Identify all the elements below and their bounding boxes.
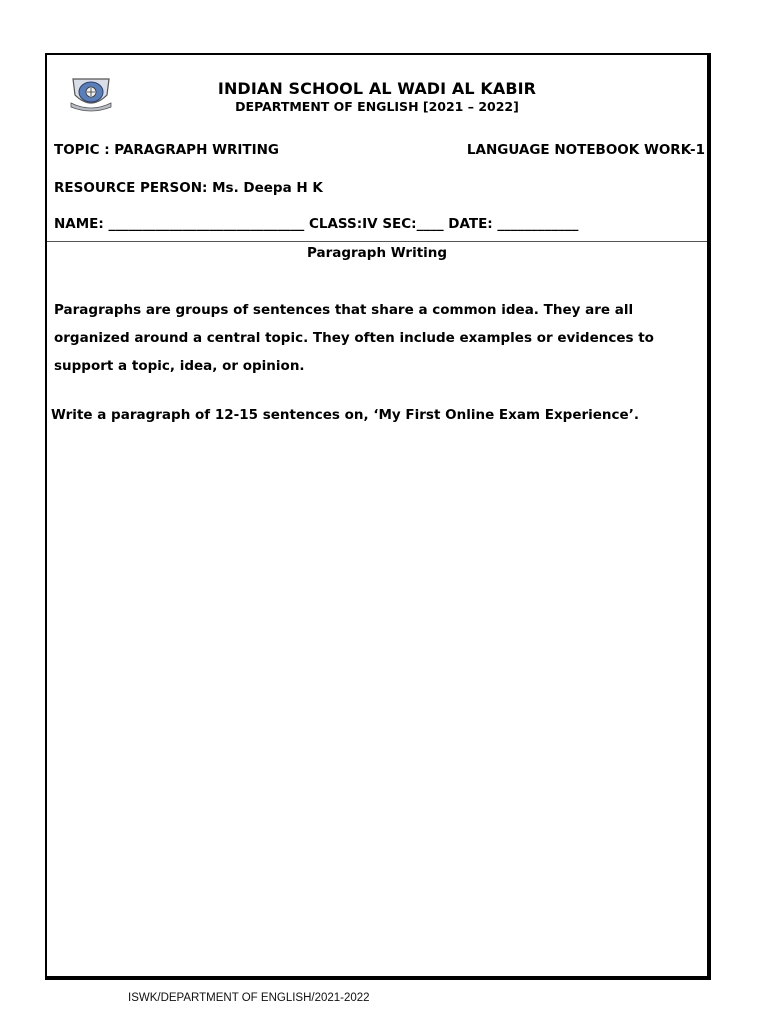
worksheet-frame	[45, 53, 711, 980]
task-instruction: Write a paragraph of 12-15 sentences on, ‘My First Online Exam Experience’.	[51, 407, 639, 423]
notebook-label: LANGUAGE NOTEBOOK WORK-1	[466, 142, 705, 158]
student-details-line: NAME: _____________________________ CLASS:IV SEC:____ DATE: ____________	[54, 216, 579, 232]
section-title: Paragraph Writing	[306, 245, 448, 261]
topic-label: TOPIC : PARAGRAPH WRITING	[54, 142, 279, 158]
resource-person-label: RESOURCE PERSON: Ms. Deepa H K	[54, 180, 323, 196]
school-name: INDIAN SCHOOL AL WADI AL KABIR	[217, 79, 537, 98]
department-label: DEPARTMENT OF ENGLISH [2021 – 2022]	[235, 99, 519, 114]
definition-paragraph: Paragraphs are groups of sentences that share a common idea. They are all organized around a central topic. They often include examples or evidences to support a topic, idea, or opinion.	[54, 302, 654, 374]
header-box	[47, 55, 707, 242]
footer-text: ISWK/DEPARTMENT OF ENGLISH/2021-2022	[128, 992, 370, 1004]
